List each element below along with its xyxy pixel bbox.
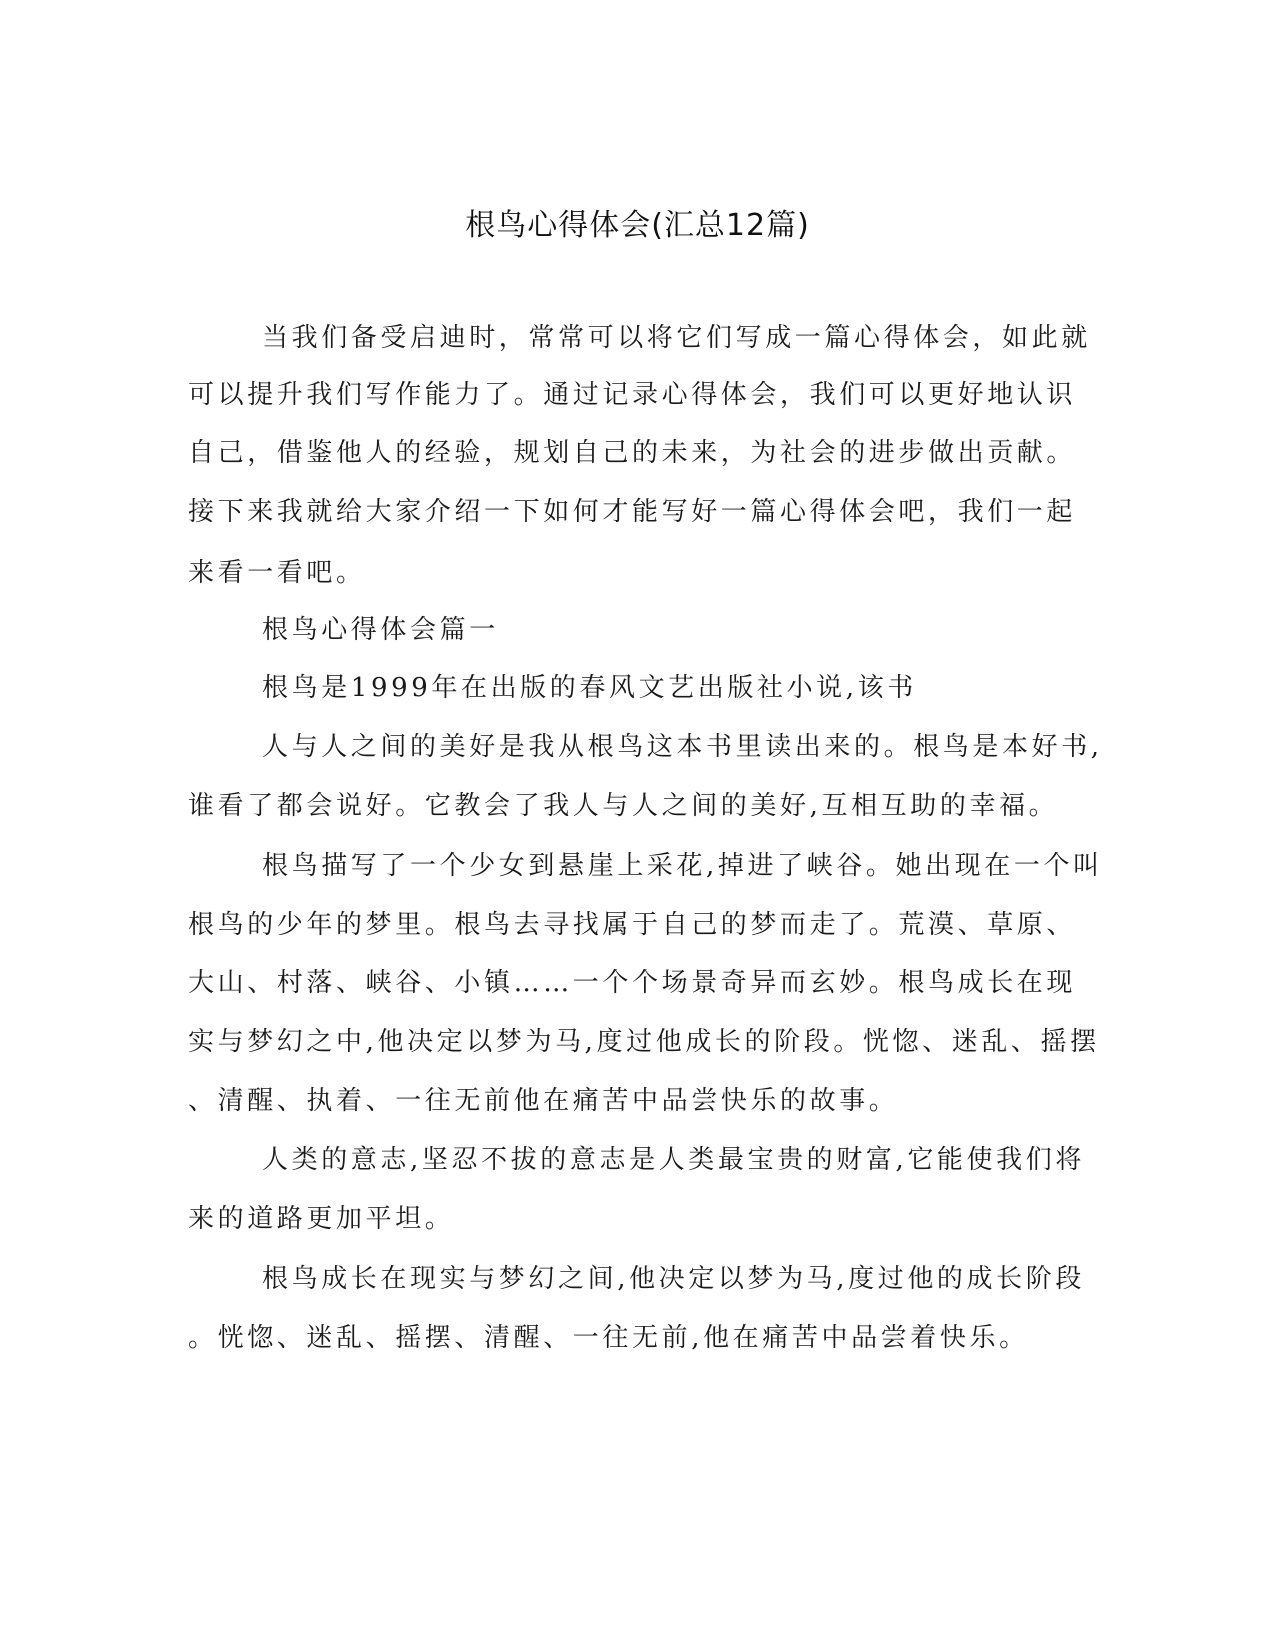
body-line: 大山、村落、峡谷、小镇……一个个场景奇异而玄妙。根鸟成长在现 [188,968,1077,998]
body-line: 来的道路更加平坦。 [188,1204,455,1234]
body-line: 当我们备受启迪时，常常可以将它们写成一篇心得体会，如此就 [262,323,1091,353]
body-line: 。恍惚、迷乱、摇摆、清醒、一往无前,他在痛苦中品尝着快乐。 [188,1323,1029,1353]
body-line: 谁看了都会说好。它教会了我人与人之间的美好,互相互助的幸福。 [188,791,1059,821]
section-heading: 根鸟心得体会篇一 [262,615,499,645]
document-title: 根鸟心得体会(汇总12篇) [465,208,810,243]
body-line: 实与梦幻之中,他决定以梦为马,度过他成长的阶段。恍惚、迷乱、摇摆 [188,1027,1100,1057]
body-line: 、清醒、执着、一往无前他在痛苦中品尝快乐的故事。 [188,1086,899,1116]
body-line: 根鸟成长在现实与梦幻之间,他决定以梦为马,度过他的成长阶段 [262,1264,1085,1294]
body-line: 人类的意志,坚忍不拔的意志是人类最宝贵的财富,它能使我们将 [262,1145,1085,1175]
body-line: 可以提升我们写作能力了。通过记录心得体会，我们可以更好地认识 [188,380,1077,410]
body-line: 根鸟是1999年在出版的春风文艺出版社小说,该书 [262,673,917,703]
body-line: 自己，借鉴他人的经验，规划自己的未来，为社会的进步做出贡献。 [188,438,1077,468]
body-line: 接下来我就给大家介绍一下如何才能写好一篇心得体会吧，我们一起 [188,497,1077,527]
body-line: 根鸟描写了一个少女到悬崖上采花,掉进了峡谷。她出现在一个叫 [262,851,1103,881]
body-line: 来看一看吧。 [188,558,366,588]
body-line: 根鸟的少年的梦里。根鸟去寻找属于自己的梦而走了。荒漠、草原、 [188,910,1077,940]
body-line: 人与人之间的美好是我从根鸟这本书里读出来的。根鸟是本好书, [262,732,1103,762]
